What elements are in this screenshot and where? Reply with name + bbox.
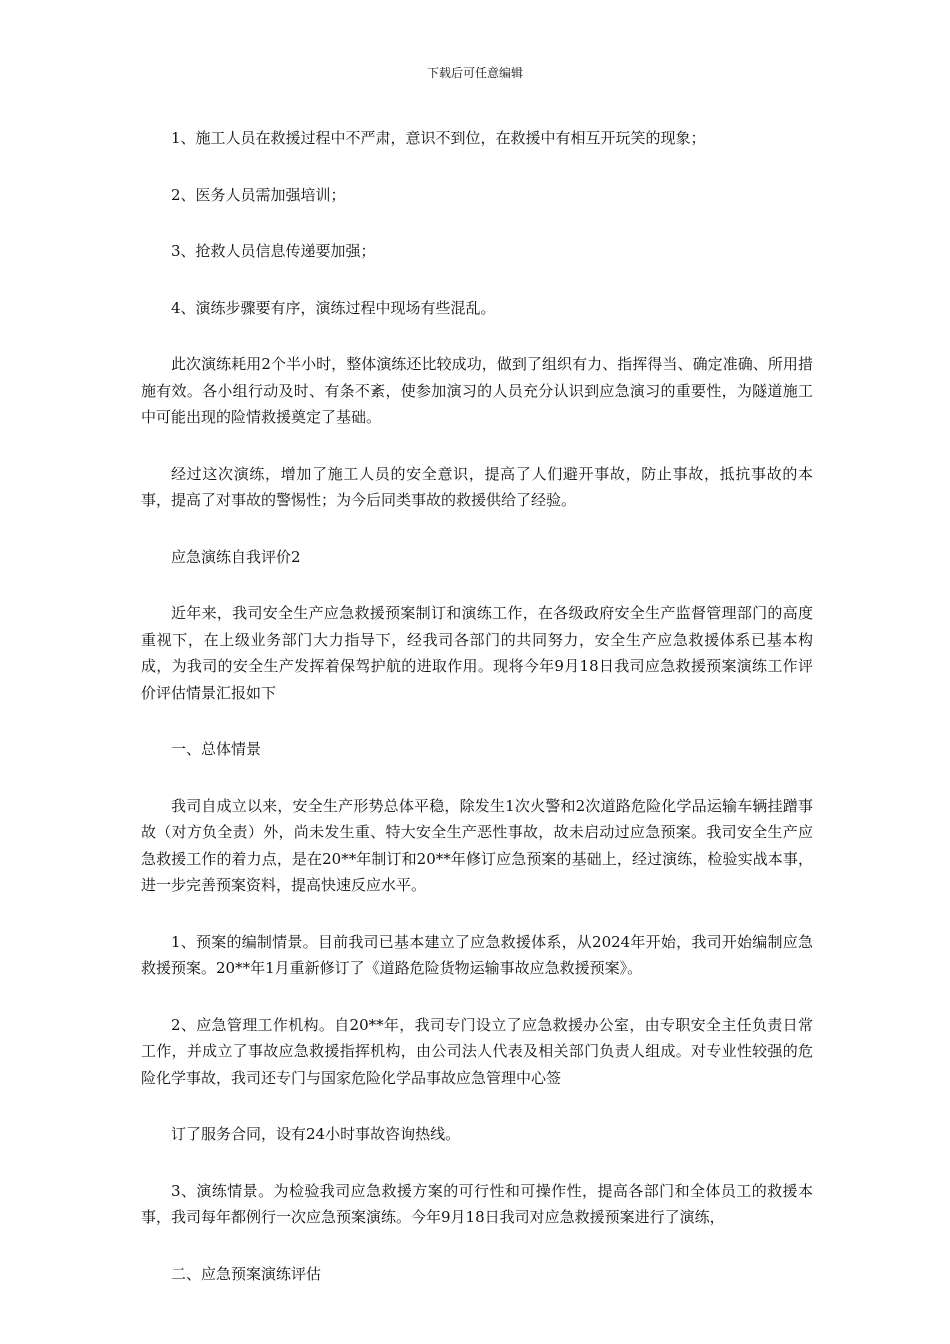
paragraph-list-item-4: 4、演练步骤要有序，演练过程中现场有些混乱。 xyxy=(171,298,496,317)
document-body xyxy=(141,125,813,1317)
paragraph-overall-situation: 我司自成立以来，安全生产形势总体平稳，除发生1次火警和2次道路危险化学品运输车辆挂蹭事故（对方负全责）外，尚未发生重、特大安全生产恶性事故，故未启动过应急预案。我司安全生产应急救援工作的着力点，是在20**年制订和20**年修订应急预案的基础上，经过演练，检验实战本事，进一步完善预案资料，提高快速反应水平。 xyxy=(141,796,813,894)
paragraph-drill-outcome: 经过这次演练，增加了施工人员的安全意识，提高了人们避开事故，防止事故，抵抗事故的本事，提高了对事故的警惕性；为今后同类事故的救援供给了经验。 xyxy=(141,464,813,509)
section-heading-overall: 一、总体情景 xyxy=(171,740,262,758)
section-heading-plan-evaluation: 二、应急预案演练评估 xyxy=(171,1264,322,1283)
paragraph-drill-situation: 3、演练情景。为检验我司应急救援方案的可行性和可操作性，提高各部门和全体员工的救援本事，我司每年都例行一次应急预案演练。今年9月18日我司对应急救援预案进行了演练， xyxy=(141,1181,813,1226)
paragraph-plan-compilation: 1、预案的编制情景。目前我司已基本建立了应急救援体系，从2024年开始，我司开始编制应急救援预案。20**年1月重新修订了《道路危险货物运输事故应急救援预案》。 xyxy=(141,932,813,977)
page-header: 下载后可任意编辑 xyxy=(426,66,523,80)
paragraph-drill-summary: 此次演练耗用2个半小时，整体演练还比较成功，做到了组织有力、指挥得当、确定准确、所用措施有效。各小组行动及时、有条不紊，使参加演习的人员充分认识到应急演习的重要性，为隧道施工中可能出现的险情救援奠定了基础。 xyxy=(141,355,813,426)
section-heading-self-evaluation-2: 应急演练自我评价2 xyxy=(171,547,301,566)
paragraph-list-item-3: 3、抢救人员信息传递要加强； xyxy=(171,242,376,260)
paragraph-list-item-1: 1、施工人员在救援过程中不严肃，意识不到位，在救援中有相互开玩笑的现象； xyxy=(171,129,706,147)
paragraph-introduction: 近年来，我司安全生产应急救援预案制订和演练工作，在各级政府安全生产监督管理部门的高度重视下，在上级业务部门大力指导下，经我司各部门的共同努力，安全生产应急救援体系已基本构成，为我司的安全生产发挥着保驾护航的进取作用。现将今年9月18日我司应急救援预案演练工作评价评估情景汇报如下 xyxy=(141,604,813,702)
paragraph-service-contract: 订了服务合同，设有24小时事故咨询热线。 xyxy=(171,1125,461,1143)
paragraph-list-item-2: 2、医务人员需加强培训； xyxy=(171,185,346,204)
paragraph-management-agency: 2、应急管理工作机构。自20**年，我司专门设立了应急救援办公室，由专职安全主任负责日常工作，并成立了事故应急救援指挥机构，由公司法人代表及相关部门负责人组成。对专业性较强的危险化学事故，我司还专门与国家危险化学品事故应急管理中心签 xyxy=(141,1015,813,1087)
